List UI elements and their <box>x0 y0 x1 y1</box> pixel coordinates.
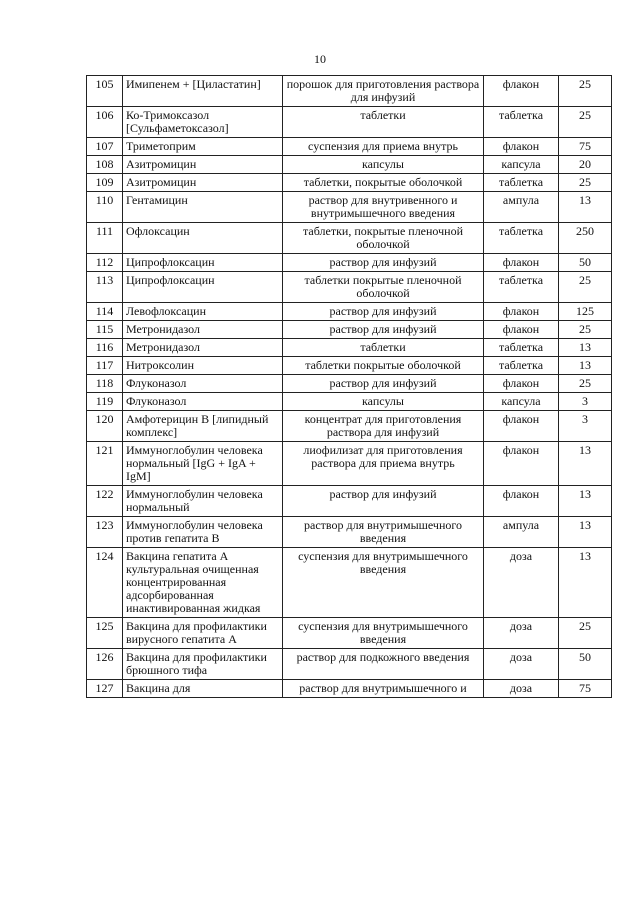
table-row <box>87 107 612 138</box>
dosage-form: раствор для внутривенного и внутримышечного введения <box>283 192 484 223</box>
row-number: 126 <box>87 649 123 680</box>
table-row <box>87 174 612 192</box>
drug-name: Ципрофлоксацин <box>123 254 283 272</box>
row-number: 105 <box>87 76 123 107</box>
dosage-form: раствор для инфузий <box>283 375 484 393</box>
drug-name: Амфотерицин В [липидный комплекс] <box>123 411 283 442</box>
quantity: 3 <box>559 393 612 411</box>
quantity: 13 <box>559 339 612 357</box>
row-number: 113 <box>87 272 123 303</box>
row-number: 115 <box>87 321 123 339</box>
drug-table <box>86 75 612 698</box>
row-number: 111 <box>87 223 123 254</box>
unit: капсула <box>484 156 559 174</box>
table-row <box>87 357 612 375</box>
row-number: 112 <box>87 254 123 272</box>
dosage-form: капсулы <box>283 393 484 411</box>
row-number: 124 <box>87 548 123 618</box>
table-row <box>87 138 612 156</box>
dosage-form: раствор для инфузий <box>283 254 484 272</box>
unit: флакон <box>484 411 559 442</box>
row-number: 110 <box>87 192 123 223</box>
quantity: 25 <box>559 321 612 339</box>
dosage-form: таблетки, покрытые оболочкой <box>283 174 484 192</box>
unit: доза <box>484 618 559 649</box>
row-number: 106 <box>87 107 123 138</box>
drug-name: Имипенем + [Циластатин] <box>123 76 283 107</box>
quantity: 25 <box>559 107 612 138</box>
row-number: 107 <box>87 138 123 156</box>
drug-name: Триметоприм <box>123 138 283 156</box>
unit: таблетка <box>484 174 559 192</box>
table-row <box>87 517 612 548</box>
quantity: 25 <box>559 272 612 303</box>
quantity: 20 <box>559 156 612 174</box>
drug-name: Азитромицин <box>123 174 283 192</box>
unit: капсула <box>484 393 559 411</box>
drug-name: Флуконазол <box>123 393 283 411</box>
quantity: 250 <box>559 223 612 254</box>
drug-name: Офлоксацин <box>123 223 283 254</box>
dosage-form: суспензия для приема внутрь <box>283 138 484 156</box>
dosage-form: раствор для инфузий <box>283 321 484 339</box>
drug-name: Метронидазол <box>123 339 283 357</box>
row-number: 116 <box>87 339 123 357</box>
drug-name: Левофлоксацин <box>123 303 283 321</box>
drug-name: Вакцина для профилактики вирусного гепатита А <box>123 618 283 649</box>
dosage-form: концентрат для приготовления раствора для инфузий <box>283 411 484 442</box>
table-row <box>87 649 612 680</box>
unit: флакон <box>484 303 559 321</box>
table-row <box>87 680 612 698</box>
dosage-form: раствор для инфузий <box>283 486 484 517</box>
quantity: 13 <box>559 442 612 486</box>
quantity: 75 <box>559 138 612 156</box>
quantity: 3 <box>559 411 612 442</box>
row-number: 108 <box>87 156 123 174</box>
unit: флакон <box>484 486 559 517</box>
dosage-form: капсулы <box>283 156 484 174</box>
drug-name: Гентамицин <box>123 192 283 223</box>
drug-name: Иммуноглобулин человека нормальный <box>123 486 283 517</box>
row-number: 121 <box>87 442 123 486</box>
drug-name: Ципрофлоксацин <box>123 272 283 303</box>
quantity: 50 <box>559 254 612 272</box>
unit: доза <box>484 649 559 680</box>
drug-name: Вакцина для <box>123 680 283 698</box>
drug-name: Вакцина гепатита А культуральная очищенная концентрированная адсорбированная инактивированная жидкая <box>123 548 283 618</box>
unit: таблетка <box>484 107 559 138</box>
quantity: 75 <box>559 680 612 698</box>
dosage-form: порошок для приготовления раствора для инфузий <box>283 76 484 107</box>
table-row <box>87 192 612 223</box>
quantity: 13 <box>559 548 612 618</box>
quantity: 125 <box>559 303 612 321</box>
table-row <box>87 442 612 486</box>
dosage-form: лиофилизат для приготовления раствора для приема внутрь <box>283 442 484 486</box>
dosage-form: раствор для подкожного введения <box>283 649 484 680</box>
table-row <box>87 223 612 254</box>
unit: таблетка <box>484 357 559 375</box>
table-row <box>87 303 612 321</box>
dosage-form: таблетки, покрытые пленочной оболочкой <box>283 223 484 254</box>
row-number: 127 <box>87 680 123 698</box>
quantity: 13 <box>559 192 612 223</box>
quantity: 25 <box>559 76 612 107</box>
row-number: 122 <box>87 486 123 517</box>
row-number: 118 <box>87 375 123 393</box>
drug-name: Вакцина для профилактики брюшного тифа <box>123 649 283 680</box>
table-row <box>87 548 612 618</box>
unit: флакон <box>484 254 559 272</box>
dosage-form: раствор для внутримышечного и <box>283 680 484 698</box>
quantity: 25 <box>559 618 612 649</box>
dosage-form: таблетки покрытые пленочной оболочкой <box>283 272 484 303</box>
dosage-form: раствор для инфузий <box>283 303 484 321</box>
quantity: 25 <box>559 174 612 192</box>
page-number: 10 <box>314 52 326 66</box>
drug-name: Флуконазол <box>123 375 283 393</box>
dosage-form: раствор для внутримышечного введения <box>283 517 484 548</box>
table-row <box>87 254 612 272</box>
dosage-form: таблетки <box>283 107 484 138</box>
table-row <box>87 375 612 393</box>
unit: флакон <box>484 375 559 393</box>
unit: доза <box>484 680 559 698</box>
quantity: 25 <box>559 375 612 393</box>
quantity: 13 <box>559 357 612 375</box>
quantity: 13 <box>559 486 612 517</box>
row-number: 117 <box>87 357 123 375</box>
table-row <box>87 339 612 357</box>
table-row <box>87 272 612 303</box>
unit: ампула <box>484 192 559 223</box>
dosage-form: таблетки покрытые оболочкой <box>283 357 484 375</box>
unit: флакон <box>484 76 559 107</box>
table-row <box>87 76 612 107</box>
row-number: 123 <box>87 517 123 548</box>
row-number: 109 <box>87 174 123 192</box>
table-body <box>87 76 612 698</box>
unit: таблетка <box>484 223 559 254</box>
drug-name: Азитромицин <box>123 156 283 174</box>
unit: таблетка <box>484 272 559 303</box>
row-number: 114 <box>87 303 123 321</box>
table-row <box>87 486 612 517</box>
unit: ампула <box>484 517 559 548</box>
unit: флакон <box>484 442 559 486</box>
drug-name: Метронидазол <box>123 321 283 339</box>
unit: доза <box>484 548 559 618</box>
table-row <box>87 618 612 649</box>
unit: флакон <box>484 138 559 156</box>
drug-name: Иммуноглобулин человека нормальный [IgG + IgA + IgM] <box>123 442 283 486</box>
table-row <box>87 156 612 174</box>
unit: флакон <box>484 321 559 339</box>
row-number: 125 <box>87 618 123 649</box>
drug-name: Иммуноглобулин человека против гепатита В <box>123 517 283 548</box>
table-row <box>87 321 612 339</box>
dosage-form: суспензия для внутримышечного введения <box>283 548 484 618</box>
quantity: 50 <box>559 649 612 680</box>
quantity: 13 <box>559 517 612 548</box>
row-number: 119 <box>87 393 123 411</box>
table-row <box>87 393 612 411</box>
drug-name: Нитроксолин <box>123 357 283 375</box>
row-number: 120 <box>87 411 123 442</box>
table-row <box>87 411 612 442</box>
drug-name: Ко-Тримоксазол [Сульфаметоксазол] <box>123 107 283 138</box>
unit: таблетка <box>484 339 559 357</box>
dosage-form: таблетки <box>283 339 484 357</box>
dosage-form: суспензия для внутримышечного введения <box>283 618 484 649</box>
